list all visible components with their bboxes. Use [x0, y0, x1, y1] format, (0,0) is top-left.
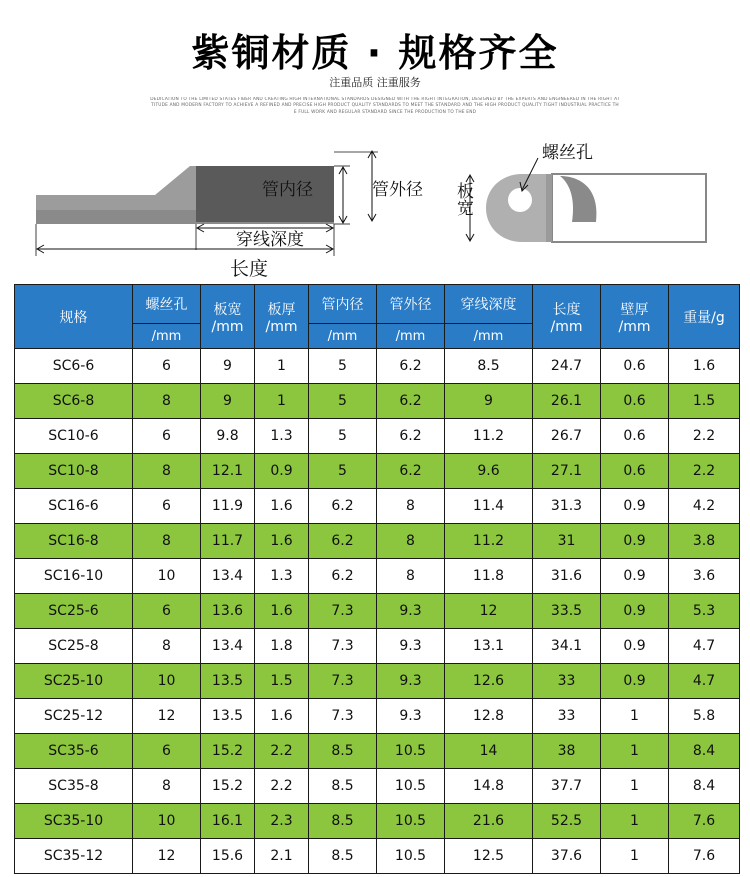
col-header-tube-inner: 管内径	[309, 285, 377, 324]
table-cell: 1.5	[255, 664, 309, 699]
table-cell: 8	[377, 524, 445, 559]
spec-model-cell: SC35-8	[15, 769, 133, 804]
spec-model-cell: SC25-6	[15, 594, 133, 629]
table-cell: 6	[133, 349, 201, 384]
table-cell: 10	[133, 804, 201, 839]
table-cell: 5	[309, 454, 377, 489]
table-cell: 33	[533, 699, 601, 734]
table-cell: 8.5	[445, 349, 533, 384]
table-cell: 7.6	[669, 839, 740, 874]
table-cell: 8	[377, 559, 445, 594]
table-cell: 13.6	[201, 594, 255, 629]
table-cell: 2.2	[255, 734, 309, 769]
lug-diagram-drawing	[0, 130, 750, 280]
table-cell: 7.3	[309, 594, 377, 629]
unit-tube-outer: /mm	[377, 324, 445, 349]
col-header-tube-outer: 管外径	[377, 285, 445, 324]
col-header-wall-thickness: 壁厚 /mm	[601, 285, 669, 349]
table-cell: 12.5	[445, 839, 533, 874]
unit-depth: /mm	[445, 324, 533, 349]
table-row	[15, 349, 740, 384]
table-body	[15, 349, 740, 874]
table-cell: 4.2	[669, 489, 740, 524]
table-cell: 3.6	[669, 559, 740, 594]
table-cell: 12	[133, 839, 201, 874]
table-cell: 11.4	[445, 489, 533, 524]
table-cell: 10.5	[377, 804, 445, 839]
table-cell: 9.3	[377, 629, 445, 664]
table-cell: 1.6	[255, 524, 309, 559]
table-cell: 6.2	[309, 524, 377, 559]
table-cell: 1.6	[255, 594, 309, 629]
table-cell: 8.4	[669, 769, 740, 804]
table-cell: 37.6	[533, 839, 601, 874]
table-cell: 14.8	[445, 769, 533, 804]
spec-table	[14, 284, 740, 874]
table-cell: 7.3	[309, 629, 377, 664]
table-cell: 15.2	[201, 769, 255, 804]
col-header-spec: 规格	[15, 285, 133, 349]
table-cell: 31.6	[533, 559, 601, 594]
table-row	[15, 734, 740, 769]
table-cell: 8.5	[309, 769, 377, 804]
table-cell: 14	[445, 734, 533, 769]
table-cell: 11.9	[201, 489, 255, 524]
unit-tube-inner: /mm	[309, 324, 377, 349]
table-cell: 0.6	[601, 454, 669, 489]
table-cell: 5	[309, 384, 377, 419]
table-cell: 2.3	[255, 804, 309, 839]
table-cell: 15.6	[201, 839, 255, 874]
table-cell: 0.6	[601, 419, 669, 454]
table-cell: 6.2	[309, 559, 377, 594]
table-cell: 15.2	[201, 734, 255, 769]
screw-hole-label: 螺丝孔	[542, 143, 593, 163]
table-cell: 6	[133, 489, 201, 524]
unit-screw-hole: /mm	[133, 324, 201, 349]
table-cell: 5	[309, 419, 377, 454]
table-cell: 11.2	[445, 524, 533, 559]
table-row	[15, 419, 740, 454]
table-cell: 0.9	[601, 664, 669, 699]
table-cell: 6.2	[377, 454, 445, 489]
table-cell: 9.3	[377, 594, 445, 629]
table-cell: 31.3	[533, 489, 601, 524]
table-cell: 13.4	[201, 559, 255, 594]
table-row	[15, 454, 740, 489]
table-cell: 8.5	[309, 804, 377, 839]
table-cell: 9.3	[377, 699, 445, 734]
spec-model-cell: SC35-10	[15, 804, 133, 839]
spec-model-cell: SC25-12	[15, 699, 133, 734]
table-cell: 1.6	[255, 489, 309, 524]
table-cell: 12.1	[201, 454, 255, 489]
table-cell: 13.4	[201, 629, 255, 664]
spec-model-cell: SC25-10	[15, 664, 133, 699]
table-cell: 52.5	[533, 804, 601, 839]
table-cell: 13.1	[445, 629, 533, 664]
table-row	[15, 699, 740, 734]
table-cell: 0.9	[601, 489, 669, 524]
table-row	[15, 594, 740, 629]
table-cell: 0.6	[601, 349, 669, 384]
spec-model-cell: SC35-12	[15, 839, 133, 874]
table-cell: 1.3	[255, 419, 309, 454]
table-cell: 0.6	[601, 384, 669, 419]
table-header-row	[15, 285, 740, 324]
table-cell: 13.5	[201, 664, 255, 699]
table-cell: 5.3	[669, 594, 740, 629]
table-cell: 7.3	[309, 699, 377, 734]
table-cell: 11.2	[445, 419, 533, 454]
table-cell: 4.7	[669, 664, 740, 699]
spec-model-cell: SC6-6	[15, 349, 133, 384]
table-cell: 0.9	[255, 454, 309, 489]
fine-print-text: DEDICATION TO THE LIMITED STATES FIBER AND CREATING HIGH INTERNATIONAL STANDARDS DESIGNED WITH THE RIGHT INTEGRATION, DESIGNED BY THE EXPERTS AND ENGINEERED IN THE RIGHT ATTITUDE AND MODERN FACTORY TO ACHIEVE A REFINED AND PRECISE HIGH PRODUCT QUALITY STANDARDS TO MEET THE STANDARD AND THE HIGH PRODUCT QUALITY TIGHT INDUSTRIAL PRACTICE THE FULL WORK AND REGULAR STANDARD SINCE THE PRODUCTION TO THE END	[150, 97, 620, 115]
col-header-depth: 穿线深度	[445, 285, 533, 324]
table-cell: 2.2	[669, 454, 740, 489]
table-cell: 0.9	[601, 524, 669, 559]
table-cell: 6.2	[309, 489, 377, 524]
table-cell: 24.7	[533, 349, 601, 384]
table-cell: 8	[133, 524, 201, 559]
table-row	[15, 664, 740, 699]
col-header-length: 长度 /mm	[533, 285, 601, 349]
table-row	[15, 489, 740, 524]
table-cell: 12	[445, 594, 533, 629]
table-cell: 27.1	[533, 454, 601, 489]
table-cell: 6	[133, 734, 201, 769]
table-cell: 1.3	[255, 559, 309, 594]
table-cell: 38	[533, 734, 601, 769]
spec-model-cell: SC16-10	[15, 559, 133, 594]
col-header-weight: 重量/g	[669, 285, 740, 349]
table-cell: 33	[533, 664, 601, 699]
spec-model-cell: SC35-6	[15, 734, 133, 769]
table-cell: 6	[133, 419, 201, 454]
table-cell: 6	[133, 594, 201, 629]
table-cell: 1	[255, 384, 309, 419]
table-cell: 0.9	[601, 629, 669, 664]
table-row	[15, 839, 740, 874]
col-header-screw-hole: 螺丝孔	[133, 285, 201, 324]
table-cell: 1.5	[669, 384, 740, 419]
table-cell: 6.2	[377, 384, 445, 419]
table-cell: 26.7	[533, 419, 601, 454]
table-cell: 6.2	[377, 349, 445, 384]
table-cell: 1	[601, 734, 669, 769]
lug-dimension-diagram	[0, 130, 750, 280]
table-cell: 2.2	[669, 419, 740, 454]
table-cell: 33.5	[533, 594, 601, 629]
table-cell: 37.7	[533, 769, 601, 804]
table-cell: 4.7	[669, 629, 740, 664]
table-cell: 1	[601, 839, 669, 874]
spec-model-cell: SC16-8	[15, 524, 133, 559]
table-cell: 10.5	[377, 734, 445, 769]
table-cell: 9	[201, 349, 255, 384]
table-cell: 0.9	[601, 559, 669, 594]
depth-label: 穿线深度	[236, 230, 304, 250]
table-cell: 1	[255, 349, 309, 384]
table-cell: 0.9	[601, 594, 669, 629]
table-cell: 1.6	[669, 349, 740, 384]
table-cell: 1	[601, 804, 669, 839]
table-cell: 13.5	[201, 699, 255, 734]
table-cell: 5.8	[669, 699, 740, 734]
table-cell: 12.8	[445, 699, 533, 734]
table-cell: 21.6	[445, 804, 533, 839]
table-cell: 8	[133, 629, 201, 664]
table-cell: 10	[133, 664, 201, 699]
table-cell: 8.5	[309, 734, 377, 769]
spec-model-cell: SC25-8	[15, 629, 133, 664]
table-row	[15, 384, 740, 419]
table-cell: 10	[133, 559, 201, 594]
table-cell: 9	[445, 384, 533, 419]
table-cell: 8	[133, 454, 201, 489]
table-cell: 12	[133, 699, 201, 734]
col-header-plate-thickness: 板厚 /mm	[255, 285, 309, 349]
page-subtitle: 注重品质 注重服务	[329, 76, 421, 89]
table-cell: 7.3	[309, 664, 377, 699]
table-cell: 2.2	[255, 769, 309, 804]
table-cell: 1.8	[255, 629, 309, 664]
table-cell: 9.8	[201, 419, 255, 454]
table-cell: 34.1	[533, 629, 601, 664]
screw-hole-shape	[508, 188, 532, 212]
tube-inner-label: 管内径	[262, 180, 313, 200]
table-cell: 8.4	[669, 734, 740, 769]
table-cell: 31	[533, 524, 601, 559]
spec-model-cell: SC6-8	[15, 384, 133, 419]
table-cell: 5	[309, 349, 377, 384]
table-row	[15, 524, 740, 559]
table-cell: 9	[201, 384, 255, 419]
table-cell: 3.8	[669, 524, 740, 559]
table-row	[15, 769, 740, 804]
table-cell: 9.6	[445, 454, 533, 489]
table-cell: 1	[601, 769, 669, 804]
spec-model-cell: SC16-6	[15, 489, 133, 524]
table-cell: 10.5	[377, 769, 445, 804]
table-cell: 16.1	[201, 804, 255, 839]
table-cell: 11.8	[445, 559, 533, 594]
table-cell: 8	[133, 769, 201, 804]
spec-model-cell: SC10-8	[15, 454, 133, 489]
plate-width-label: 板宽	[453, 182, 473, 216]
table-cell: 10.5	[377, 839, 445, 874]
table-cell: 1.6	[255, 699, 309, 734]
table-cell: 7.6	[669, 804, 740, 839]
table-cell: 11.7	[201, 524, 255, 559]
length-label: 长度	[230, 258, 269, 280]
col-header-plate-width: 板宽 /mm	[201, 285, 255, 349]
table-cell: 2.1	[255, 839, 309, 874]
table-row	[15, 804, 740, 839]
table-row	[15, 559, 740, 594]
table-cell: 6.2	[377, 419, 445, 454]
table-cell: 12.6	[445, 664, 533, 699]
table-cell: 9.3	[377, 664, 445, 699]
table-cell: 26.1	[533, 384, 601, 419]
table-cell: 8.5	[309, 839, 377, 874]
table-cell: 8	[133, 384, 201, 419]
spec-model-cell: SC10-6	[15, 419, 133, 454]
table-cell: 1	[601, 699, 669, 734]
tube-outer-label: 管外径	[372, 180, 423, 200]
table-cell: 8	[377, 489, 445, 524]
table-row	[15, 629, 740, 664]
page-title: 紫铜材质 · 规格齐全	[191, 31, 559, 75]
